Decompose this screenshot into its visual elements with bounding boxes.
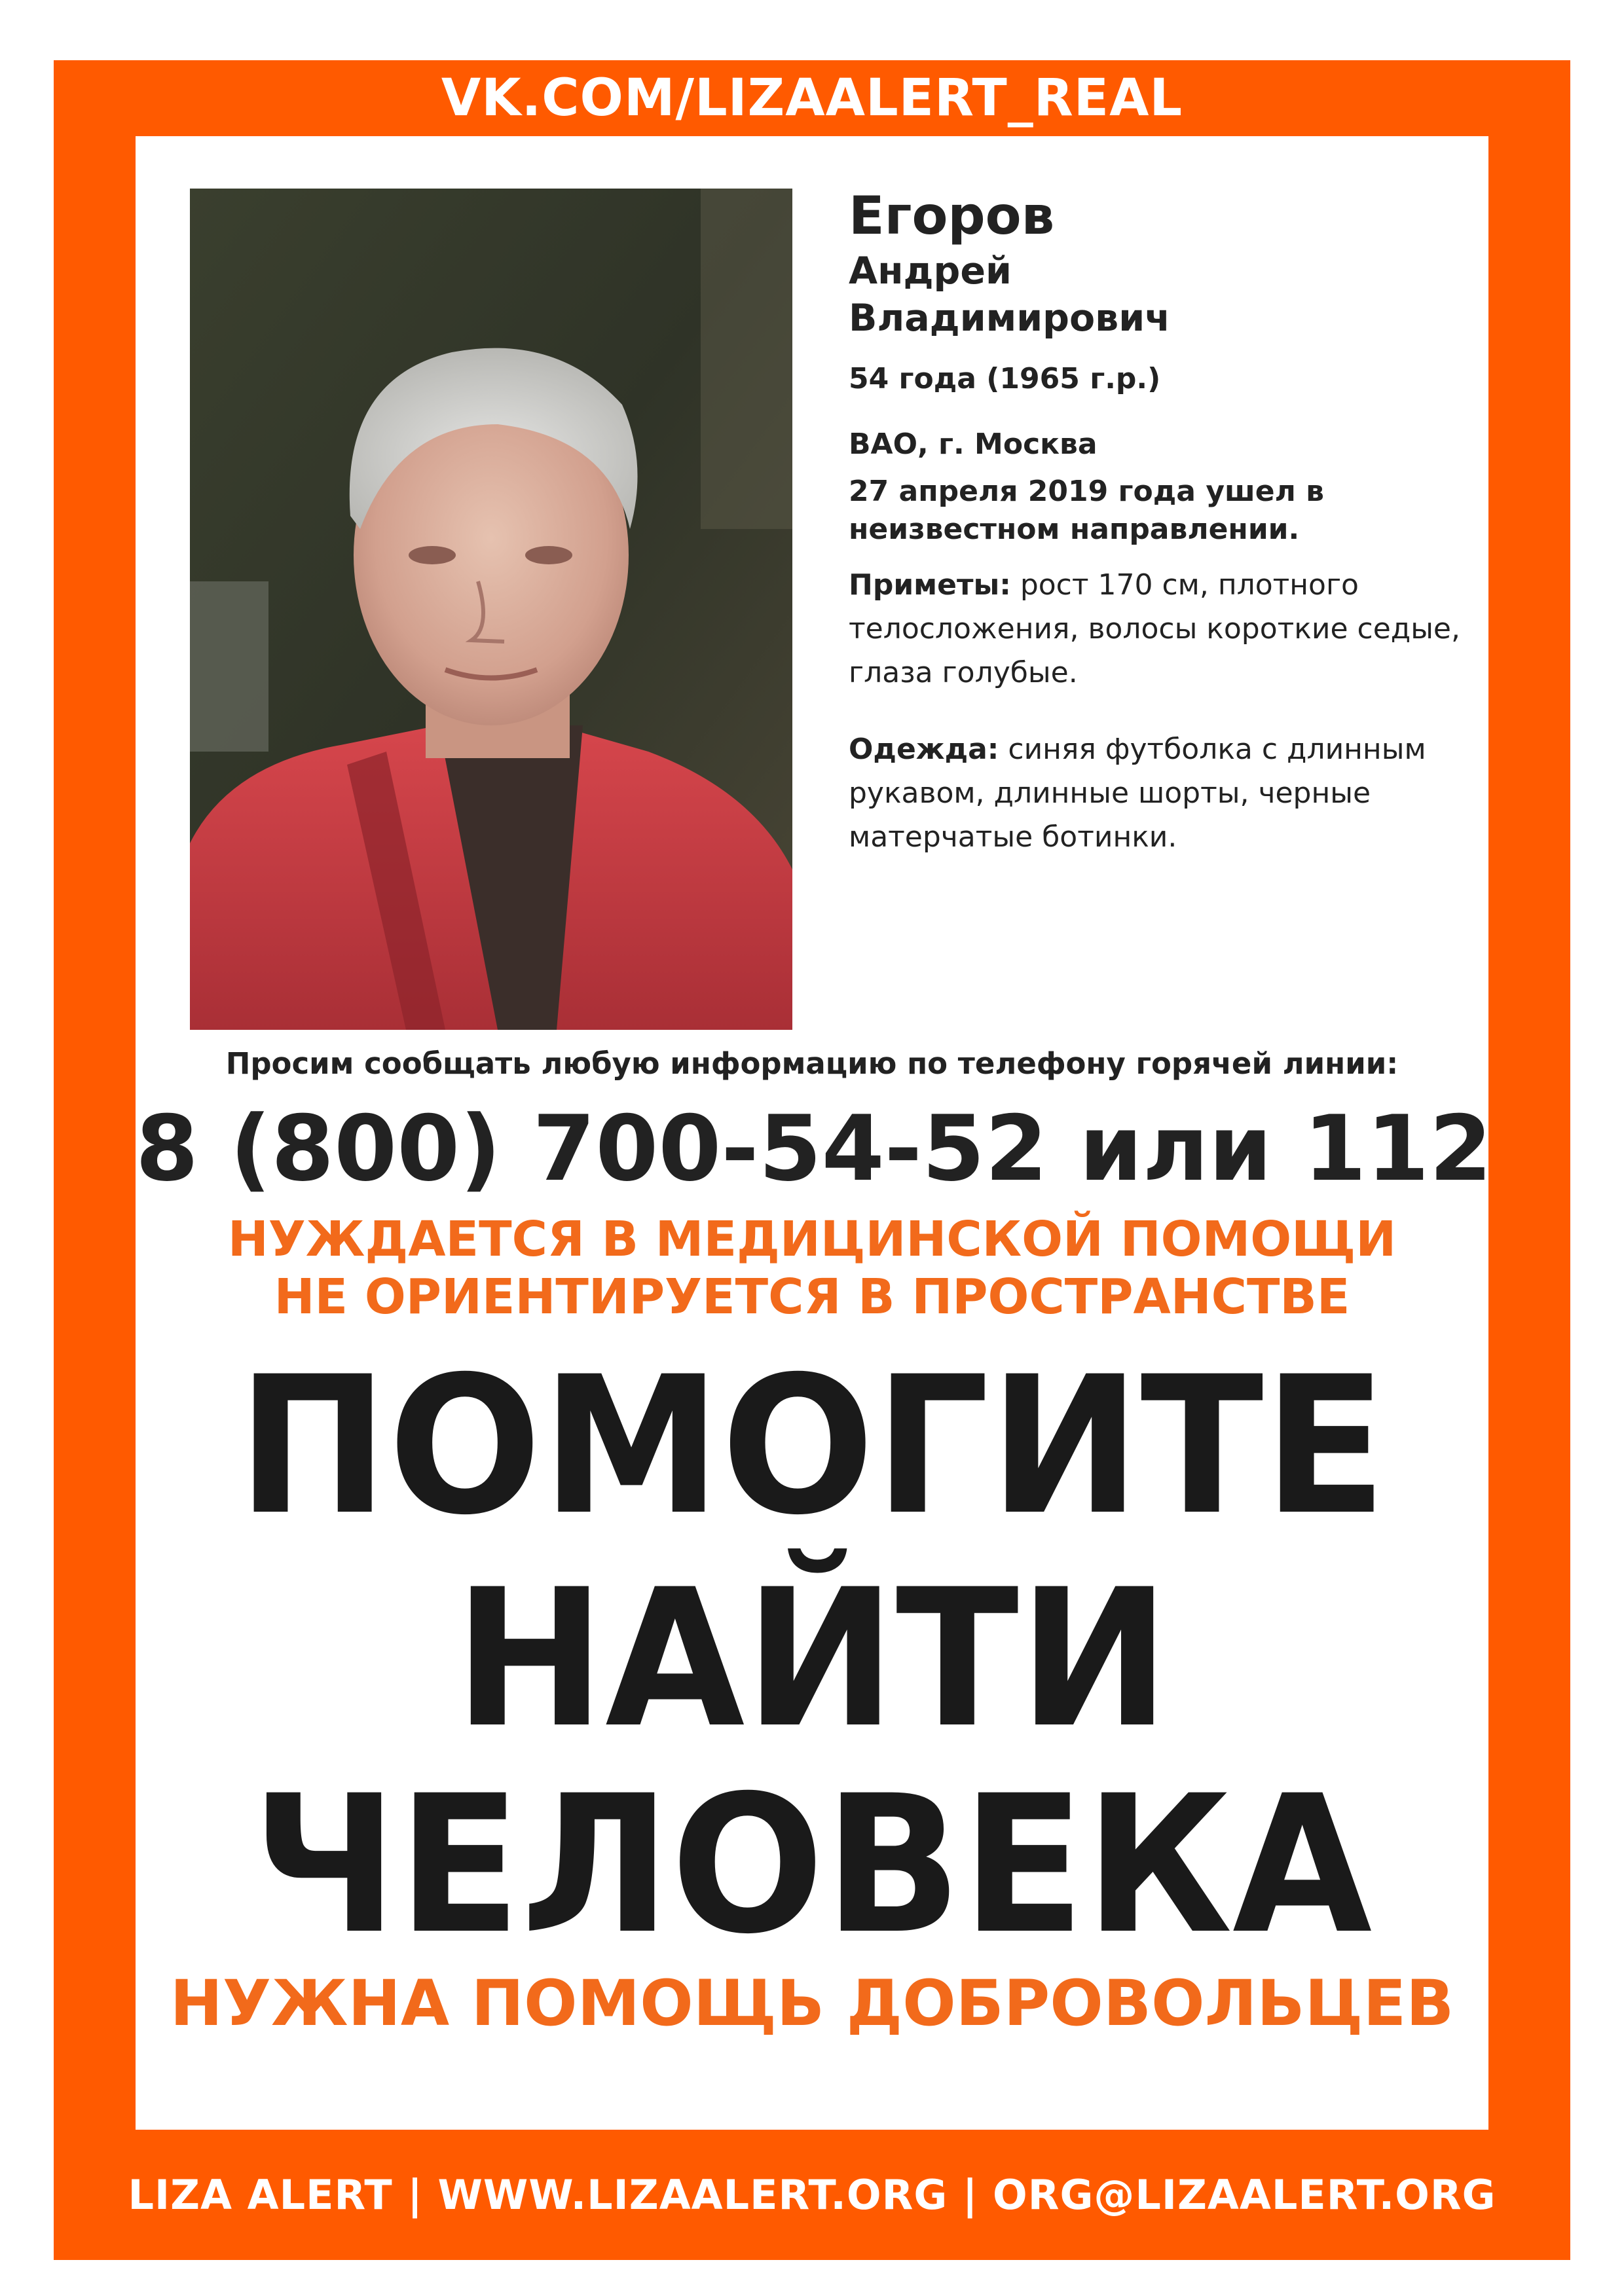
- header-site-link[interactable]: VK.COM/LIZAALERT_REAL: [441, 69, 1183, 128]
- headline-help: ПОМОГИТЕ: [237, 1336, 1387, 1557]
- person-age: 54 года (1965 г.р.): [849, 362, 1161, 395]
- person-patronymic: Владимирович: [849, 297, 1171, 340]
- person-event: 27 апреля 2019 года ушел в неизвестном направлении.: [849, 475, 1324, 546]
- clothes-text: синяя футболка с длинным рукавом, длинные шорты, черные матерчатые ботинки.: [849, 733, 1426, 854]
- hotline-phone[interactable]: 8 (800) 700-54-52 или 112: [136, 1096, 1492, 1201]
- person-first-name: Андрей: [849, 249, 1012, 293]
- person-features: [849, 563, 1490, 695]
- contact-request: Просим сообщать любую информацию по телефону горячей линии:: [225, 1046, 1399, 1081]
- footer-links[interactable]: LIZA ALERT | WWW.LIZAALERT.ORG | ORG@LIZAALERT.ORG: [128, 2171, 1496, 2219]
- clothes-label: Одежда:: [849, 733, 999, 766]
- volunteers-needed: НУЖНА ПОМОЩЬ ДОБРОВОЛЬЦЕВ: [170, 1967, 1454, 2040]
- person-clothes: [849, 727, 1490, 859]
- warning-orientation: НЕ ОРИЕНТИРУЕТСЯ В ПРОСТРАНСТВЕ: [274, 1269, 1350, 1325]
- person-details: [849, 185, 1490, 859]
- features-label: Приметы:: [849, 568, 1011, 602]
- person-location: ВАО, г. Москва: [849, 428, 1098, 461]
- missing-person-photo: [190, 189, 792, 1030]
- headline-person: ЧЕЛОВЕКА: [251, 1755, 1373, 1976]
- warning-medical: НУЖДАЕТСЯ В МЕДИЦИНСКОЙ ПОМОЩИ: [227, 1211, 1397, 1267]
- person-surname: Егоров: [849, 185, 1055, 246]
- headline-find: НАЙТИ: [454, 1549, 1170, 1770]
- features-text: рост 170 см, плотного телосложения, волосы короткие седые, глаза голубые.: [849, 568, 1460, 689]
